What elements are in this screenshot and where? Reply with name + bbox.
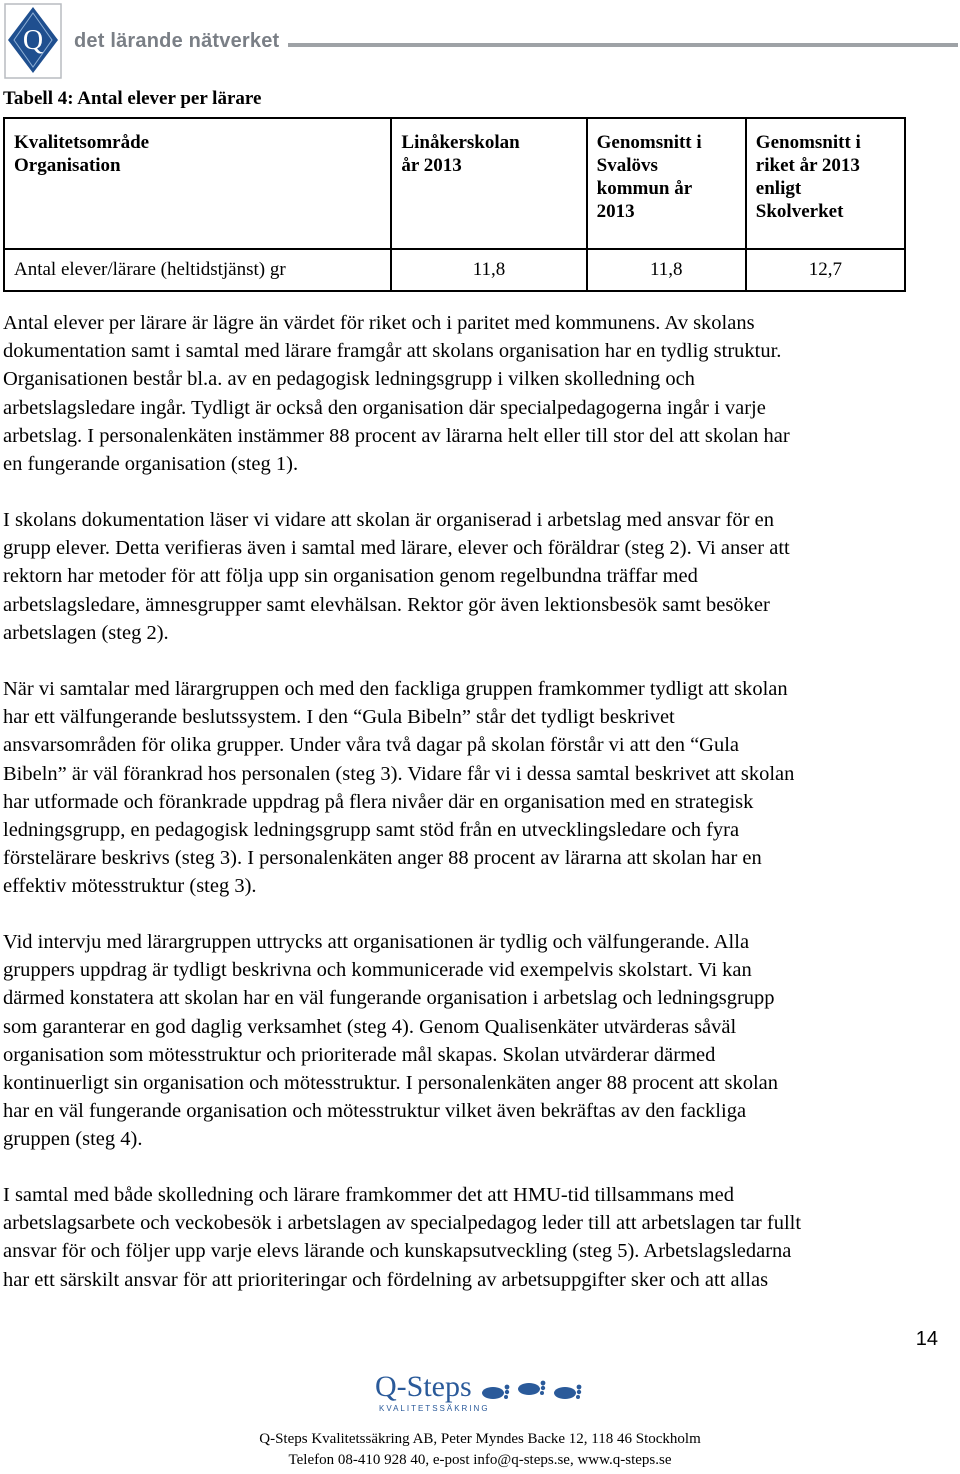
paragraph-1: Antal elever per lärare är lägre än värdet för riket och i paritet med kommunens. Av skolans dokumentation samt i samtal med lärare framgår att skolans organisation har en tydlig struktur. Organisationen består bl.a. av en pedagogisk ledningsgrupp i vilken skolledning och arbetslagsledare ingår. Tydligt är också den organisation där specialpedagogerna ingår i varje arbetslag. I personalenkäten instämmer 88 procent av lärarna helt eller till stor del att skolan har en fungerande organisation (steg 1). — [3, 312, 790, 476]
header-cell-national: Genomsnitt i riket år 2013 enligt Skolverket — [746, 118, 905, 249]
header-cell-municipality: Genomsnitt i Svalövs kommun år 2013 — [587, 118, 746, 249]
header-divider — [288, 43, 958, 47]
paragraph-4: Vid intervju med lärargruppen uttrycks att organisationen är tydlig och välfungerande. Alla gruppers uppdrag är tydligt beskrivna och kommunicerade vid exempelvis skolstart. Vi kan därmed konstatera att skolan har en väl fungerande organisation i arbetslag och ledningsgrupp som garanterar en god daglig verksamhet (steg 4). Genom Qualisenkäter utvärderas såväl organisation som mötesstruktur och prioriterade mål skapas. Skolan utvärderar därmed kontinuerligt sin organisation och mötesstruktur. I personalenkäten anger 88 procent att skolan har en väl fungerande organisation och mötesstruktur vilket även bekräftas av den fackliga gruppen (steg 4). — [3, 931, 779, 1151]
students-per-teacher-table — [3, 117, 906, 292]
row-label: Antal elever/lärare (heltidstjänst) gr — [4, 249, 391, 291]
footer-contact: Telefon 08-410 928 40, e-post info@q-steps.se, www.q-steps.se — [288, 1452, 672, 1468]
page-number: 14 — [915, 1328, 938, 1350]
q-steps-logo-subtext: KVALITETSSÄKRING — [379, 1404, 490, 1413]
q-steps-logo — [375, 1370, 590, 1416]
footer-address: Q-Steps Kvalitetssäkring AB, Peter Myndes Backe 12, 118 46 Stockholm — [259, 1431, 701, 1447]
page-header — [0, 0, 960, 82]
q-logo-icon — [4, 3, 62, 79]
value-municipality: 11,8 — [587, 249, 746, 291]
table-row — [4, 249, 905, 291]
table-header-row — [4, 118, 905, 249]
header-cell-school: Linåkerskolan år 2013 — [391, 118, 586, 249]
paragraph-3: När vi samtalar med lärargruppen och med den fackliga gruppen framkommer tydligt att skolan har ett välfungerande beslutssystem. I den “Gula Bibeln” står det tydligt beskrivet ansvarsområden för olika grupper. Under våra två dagar på skolan förstår vi att den “Gula Bibeln” är väl förankrad hos personalen (steg 3). Vidare får vi i dessa samtal beskrivet att skolan har utformade och förankrade uppdrag på flera nivåer där en organisation med en strategisk ledningsgrupp, en pedagogisk ledningsgrupp samt stöd från en utvecklingsledare och fyra förstelärare beskrivs (steg 3). I personalenkäten anger 88 procent av lärarna att skolan har en effektiv mötesstruktur (steg 3). — [3, 678, 795, 898]
logo-letter: Q — [22, 25, 44, 56]
paragraph-5: I samtal med både skolledning och lärare framkommer det att HMU-tid tillsammans med arbetslagsarbete och veckobesök i arbetslagen av specialpedagog leder till att arbetslagen tar fullt ansvar för och följer upp varje elevs lärande och kunskapsutveckling (steg 5). Arbetslagsledarna har ett särskilt ansvar för att prioriteringar och fördelning av arbetsuppgifter sker och att allas — [3, 1184, 802, 1291]
value-school: 11,8 — [391, 249, 586, 291]
q-steps-logo-text: Q-Steps — [375, 1370, 472, 1403]
footprints-icon — [479, 1378, 587, 1404]
table-caption: Tabell 4: Antal elever per lärare — [3, 88, 262, 109]
value-national: 12,7 — [746, 249, 905, 291]
brand-name: det lärande nätverket — [74, 30, 280, 52]
header-cell-area: Kvalitetsområde Organisation — [4, 118, 391, 249]
paragraph-2: I skolans dokumentation läser vi vidare att skolan är organiserad i arbetslag med ansvar för en grupp elever. Detta verifieras även i samtal med lärare, elever och föräldrar (steg 2). Vi anser att rektorn har metoder för att följa upp sin organisation genom regelbundna träffar med arbetslagsledare, ämnesgrupper samt elevhälsan. Rektor gör även lektionsbesök samt besöker arbetslagen (steg 2). — [3, 509, 790, 644]
